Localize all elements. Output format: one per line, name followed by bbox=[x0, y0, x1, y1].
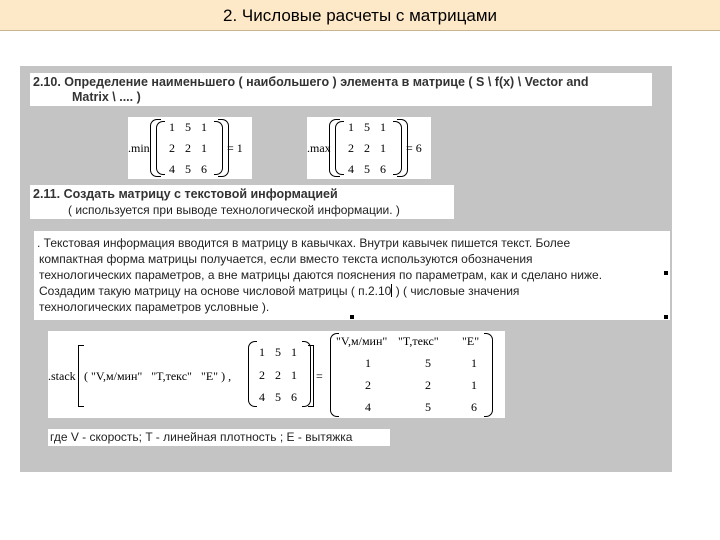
region-handle[interactable] bbox=[350, 315, 354, 319]
matrix-cell: 1 bbox=[348, 120, 354, 134]
paragraph-line2: компактная форма матрицы получается, если вместо текста используются обозначения bbox=[39, 252, 533, 266]
matrix-cell: 2 bbox=[259, 368, 265, 382]
matrix-cell: 1 bbox=[291, 368, 297, 382]
max-expression[interactable] bbox=[307, 117, 431, 179]
matrix-cell: 1 bbox=[201, 141, 207, 155]
section-210-line2: Matrix \ .... ) bbox=[72, 90, 141, 104]
matrix-cell: 2 bbox=[364, 141, 370, 155]
min-func: .min bbox=[128, 141, 150, 155]
matrix-cell: 5 bbox=[364, 162, 370, 176]
section-210-line1: 2.10. Определение наименьшего ( наибольшего ) элемента в матрице ( S \ f(x) \ Vector and bbox=[33, 75, 589, 89]
result-paren-right bbox=[484, 333, 493, 417]
result-cell: 2 bbox=[365, 378, 371, 392]
matrix-cell: 4 bbox=[259, 390, 265, 404]
matrix-cell: 5 bbox=[185, 120, 191, 134]
matrix-cell: 6 bbox=[201, 162, 207, 176]
result-cell: 2 bbox=[425, 378, 431, 392]
matrix-cell: 5 bbox=[364, 120, 370, 134]
outer-bracket-right bbox=[308, 345, 314, 407]
result-header: "V,м/мин" bbox=[336, 334, 388, 348]
result-cell: 1 bbox=[471, 356, 477, 370]
paragraph-line4-b: ) ( числовые значения bbox=[392, 284, 520, 298]
matrix-cell: 1 bbox=[380, 120, 386, 134]
paragraph-line4 bbox=[39, 284, 519, 300]
result-cell: 5 bbox=[425, 400, 431, 414]
matrix-cell: 5 bbox=[185, 162, 191, 176]
stack-equals: = bbox=[316, 369, 323, 383]
result-cell: 1 bbox=[365, 356, 371, 370]
result-cell: 4 bbox=[365, 400, 371, 414]
max-func: .max bbox=[307, 141, 331, 155]
paragraph-line1: . Текстовая информация вводится в матрицу в кавычках. Внутри кавычек пишется текст. Более bbox=[37, 236, 571, 250]
matrix-cell: 1 bbox=[169, 120, 175, 134]
section-211-line2: ( используется при выводе технологической информации. ) bbox=[68, 203, 400, 217]
stack-func: .stack bbox=[48, 369, 76, 383]
result-header: "T,текс" bbox=[398, 334, 439, 348]
region-handle[interactable] bbox=[664, 315, 668, 319]
matrix-cell: 1 bbox=[380, 141, 386, 155]
matrix-cell: 2 bbox=[348, 141, 354, 155]
min-result: = 1 bbox=[227, 141, 243, 155]
section-211-line1: 2.11. Создать матрицу с текстовой информацией bbox=[33, 187, 338, 201]
text-region[interactable] bbox=[34, 231, 670, 320]
max-result: = 6 bbox=[406, 141, 422, 155]
section-211-box bbox=[30, 185, 454, 219]
legend-text: где V - скорость; T - линейная плотность ; E - вытяжка bbox=[50, 430, 353, 444]
result-cell: 5 bbox=[425, 356, 431, 370]
matrix-cell: 2 bbox=[275, 368, 281, 382]
paragraph-line3: технологических параметров, а вне матрицы даются пояснения по параметрам, как и сделано ниже. bbox=[39, 268, 603, 282]
matrix-cell: 1 bbox=[259, 345, 265, 359]
matrix-cell: 4 bbox=[169, 162, 175, 176]
paragraph-line5: технологических параметров условные ). bbox=[39, 300, 270, 314]
result-cell: 6 bbox=[471, 400, 477, 414]
stack-expression[interactable] bbox=[48, 331, 505, 418]
matrix-cell: 6 bbox=[291, 390, 297, 404]
legend-box bbox=[48, 429, 390, 446]
matrix-cell: 5 bbox=[275, 390, 281, 404]
stack-strings: ( "V,м/мин" "T,текс" "E" ) , bbox=[84, 369, 232, 383]
section-210-box bbox=[30, 73, 652, 106]
matrix-cell: 2 bbox=[185, 141, 191, 155]
region-handle[interactable] bbox=[664, 271, 668, 275]
min-expression[interactable] bbox=[128, 117, 252, 179]
result-cell: 1 bbox=[471, 378, 477, 392]
matrix-cell: 5 bbox=[275, 345, 281, 359]
result-header: "E" bbox=[462, 334, 480, 348]
matrix-cell: 2 bbox=[169, 141, 175, 155]
matrix-cell: 1 bbox=[201, 120, 207, 134]
matrix-cell: 6 bbox=[380, 162, 386, 176]
matrix-cell: 4 bbox=[348, 162, 354, 176]
paragraph-line4-a: Создадим такую матрицу на основе числовой матрицы ( п.2.10 bbox=[39, 284, 392, 298]
slide-title: 2. Числовые расчеты с матрицами bbox=[222, 6, 498, 25]
matrix-cell: 1 bbox=[291, 345, 297, 359]
